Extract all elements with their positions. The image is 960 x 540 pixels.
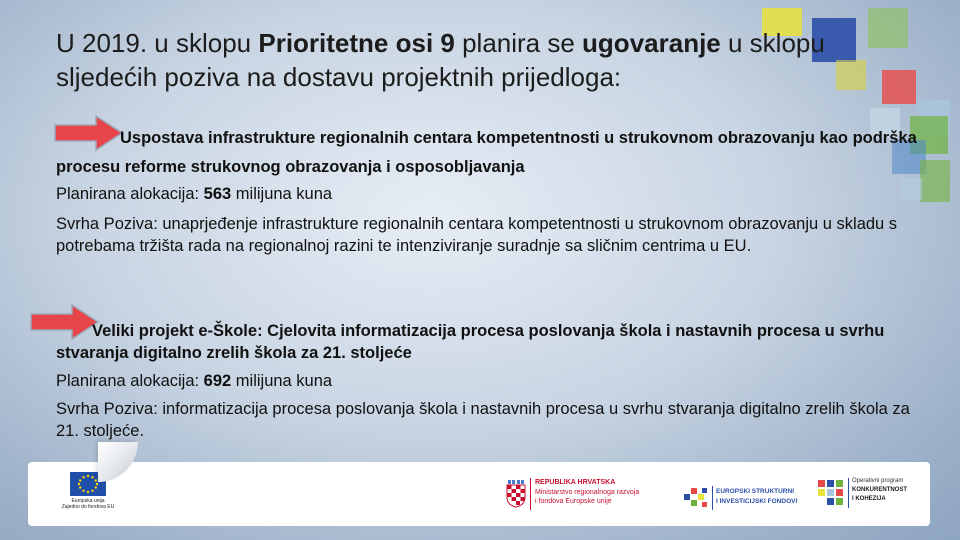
- ministry-logo: [506, 478, 706, 514]
- esi-line2: I INVESTICIJSKI FONDOVI: [716, 498, 798, 505]
- eu-logo-line1: Europska unija: [71, 498, 105, 504]
- esi-line1: EUROPSKI STRUKTURNI: [716, 488, 795, 495]
- call-purpose: Svrha Poziva: informatizacija procesa poslovanja škola i nastavnih procesa u svrhu stvaranja digitalno zrelih škola za 21. stoljeće.: [56, 400, 910, 440]
- esi-squares-icon: [684, 486, 708, 510]
- footer-logos: [28, 462, 930, 526]
- title-contracting: ugovaranje: [582, 28, 721, 58]
- title-priority-axis: Prioritetne osi 9: [258, 28, 455, 58]
- call-heading: Uspostava infrastrukture regionalnih centara kompetentnosti u strukovnom obrazovanju kao podrška procesu reforme strukovnog obrazovanja i osposobljavanja: [56, 129, 917, 176]
- ministry-country: REPUBLIKA HRVATSKA: [535, 479, 616, 486]
- ministry-name-line2: i fondova Europske unije: [535, 498, 612, 505]
- page-title: [56, 26, 916, 94]
- op-line3: I KOHEZIJA: [852, 496, 886, 502]
- title-text: u sklopu sljedećih poziva na dostavu projektnih prijedloga:: [56, 28, 825, 92]
- title-text: U 2019. u sklopu: [56, 28, 259, 58]
- allocation-line: Planirana alokacija: 563 milijuna kuna: [56, 185, 333, 203]
- esi-funds-logo: [684, 484, 824, 514]
- call-section-2: [56, 320, 918, 442]
- call-heading: Veliki projekt e-Škole: Cjelovita informatizacija procesa poslovanja škola i nastavnih procesa u svrhu stvaranja digitalno zrelih škola za 21. stoljeće: [56, 322, 885, 362]
- op-squares-icon: [818, 480, 844, 506]
- op-logo: [818, 476, 928, 512]
- call-purpose: Svrha Poziva: unaprjeđenje infrastrukture regionalnih centara kompetentnosti u strukovnom obrazovanju u skladu s potrebama tržišta rada na regionalnoj razini te intenziviranje suradnje sa sličnim centrima u EU.: [56, 215, 898, 255]
- title-text: planira se: [454, 28, 583, 58]
- allocation-value: 563: [203, 185, 232, 203]
- ministry-name-line1: Ministarstvo regionalnoga razvoja: [535, 489, 640, 496]
- call-section-1: [56, 124, 918, 257]
- op-line1: Operativni program: [852, 478, 904, 484]
- op-line2: KONKURENTNOST: [852, 487, 907, 493]
- allocation-value: 692: [203, 372, 232, 390]
- allocation-line: Planirana alokacija: 692 milijuna kuna: [56, 372, 333, 390]
- croatian-coat-of-arms-icon: [506, 480, 526, 508]
- eu-logo-line2: Zajedno do fondova EU: [61, 504, 115, 510]
